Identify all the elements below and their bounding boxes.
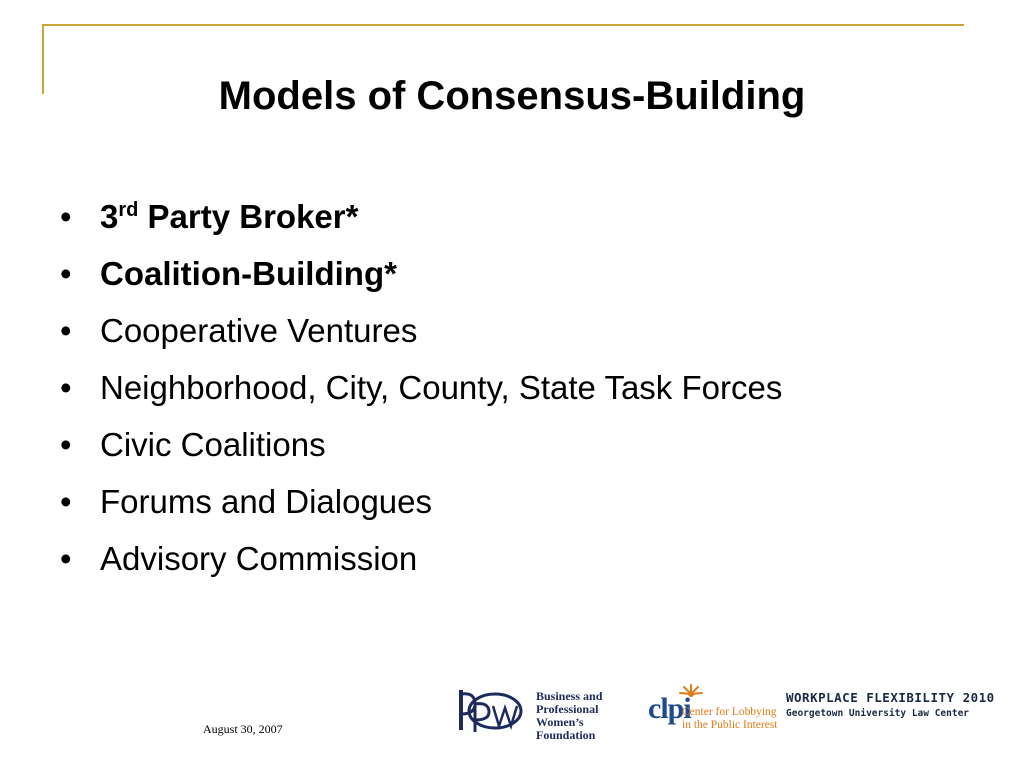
- bullet-text: Forums and Dialogues: [100, 483, 432, 520]
- bullet-marker: •: [60, 540, 72, 577]
- workplace-flexibility-logo: [786, 690, 995, 719]
- clpi-mark: clpi: [648, 692, 691, 725]
- clpi-line: in the Public Interest: [682, 719, 778, 731]
- bullet-marker: •: [60, 483, 72, 520]
- frame-top-rule: [42, 24, 964, 26]
- bpw-line: Women’s: [536, 715, 584, 729]
- workplace-subtitle: Georgetown University Law Center: [786, 708, 970, 719]
- bullet-item: [60, 473, 782, 530]
- slide-title: Models of Consensus-Building: [218, 74, 806, 118]
- bullet-list: [60, 188, 782, 587]
- bullet-text: Advisory Commission: [100, 540, 418, 577]
- bullet-marker: •: [60, 255, 72, 292]
- bullet-marker: •: [60, 198, 72, 235]
- bpw-logo-icon: [453, 686, 523, 736]
- bullet-text: Neighborhood, City, County, State Task Forces: [100, 369, 783, 406]
- workplace-title: WORKPLACE FLEXIBILITY 2010: [786, 690, 995, 705]
- bullet-text: 3rd Party Broker*: [100, 198, 359, 235]
- bullet-item: [60, 530, 782, 587]
- bullet-marker: •: [60, 426, 72, 463]
- bullet-item: [60, 188, 782, 245]
- clpi-wordmark: [682, 706, 778, 732]
- bullet-item: [60, 416, 782, 473]
- bpw-line: Professional: [536, 702, 599, 716]
- bullet-text: Cooperative Ventures: [100, 312, 418, 349]
- bullet-item: [60, 245, 782, 302]
- bullet-text: Civic Coalitions: [100, 426, 326, 463]
- bpw-line: Foundation: [536, 728, 596, 742]
- bullet-item: [60, 359, 782, 416]
- bullet-text: Coalition-Building*: [100, 255, 397, 292]
- footer-date: August 30, 2007: [203, 722, 283, 736]
- bullet-marker: •: [60, 369, 72, 406]
- clpi-line: Center for Lobbying: [682, 706, 777, 718]
- bpw-wordmark: [536, 690, 602, 742]
- bullet-marker: •: [60, 312, 72, 349]
- bullet-item: [60, 302, 782, 359]
- bpw-line: Business and: [536, 689, 603, 703]
